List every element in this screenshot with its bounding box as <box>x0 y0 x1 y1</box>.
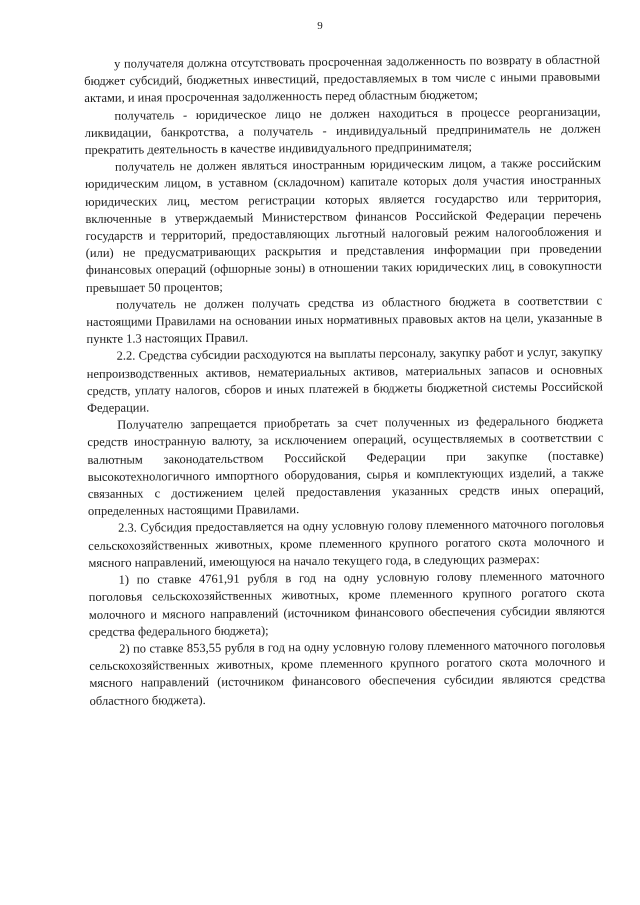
paragraph-no-reorganization: получатель - юридическое лицо не должен находиться в процессе реорганизации, ликвидации, банкротства, а получатель - индивидуальный предприниматель не должен прекратить деятельность в качестве индивидуального предпринимателя; <box>84 104 601 158</box>
paragraph-no-overdue-debt: у получателя должна отсутствовать просроченная задолженность по возврату в областной бюджет субсидий, бюджетных инвестиций, предоставляемых в том числе с иными правовыми актами, и иная просроченная задолженность перед областным бюджетом; <box>84 52 601 106</box>
paragraph-2-2-expenses: 2.2. Средства субсидии расходуются на выплаты персоналу, закупку работ и услуг, закупку непроизводственных активов, нематериальных активов, материальных запасов и основных средств, уплату налогов, сборов и иных платежей в бюджеты бюджетной системы Российской Федерации. <box>86 344 603 416</box>
paragraph-rate-regional: 2) по ставке 853,55 рубля в год на одну условную голову племенного маточного поголовья сельскохозяйственных животных, кроме племенного крупного рогатого скота молочного и мясного направлений (источником финансового обеспечения субсидии являются средства областного бюджета). <box>89 637 606 708</box>
paragraph-currency-prohibition: Получателю запрещается приобретать за счет полученных из федерального бюджета средств иностранную валюту, за исключением операций, осуществляемых в соответствии с валютным законодательством Российской Федерации при закупке (поставке) высокотехнологичного импортного оборудования, сырья и комплектующих изделий, а также связанных с достижением целей предоставления указанных средств иных операций, определенных настоящими Правилами. <box>87 413 604 519</box>
paragraph-no-foreign-entity: получатель не должен являться иностранным юридическим лицом, а также российским юридическим лицом, в уставном (складочном) капитале которых доля участия иностранных юридических лиц, местом регистрации которых является государство или территория, включенные в утверждаемый Министерством финансов Российской Федерации перечень государств и территорий, предоставляющих льготный налоговый режим налогообложения и (или) не предусматривающих раскрытия и представления информации при проведении финансовых операций (офшорные зоны) в отношении таких юридических лиц, в совокупности превышает 50 процентов; <box>85 155 602 295</box>
paragraph-2-3-subsidy: 2.3. Субсидия предоставляется на одну условную голову племенного маточного поголовья сельскохозяйственных животных, кроме племенного крупного рогатого скота молочного и мясного направлений, имеющуюся на начало текущего года, в следующих размерах: <box>88 516 605 570</box>
document-body <box>84 51 606 709</box>
paragraph-rate-federal: 1) по ставке 4761,91 рубля в год на одну условную голову племенного маточного поголовья сельскохозяйственных животных, кроме племенного крупного рогатого скота молочного и мясного направлений (источником финансового обеспечения субсидии являются средства федерального бюджета); <box>88 568 605 639</box>
page-number: 9 <box>317 20 323 32</box>
paragraph-no-other-funding: получатель не должен получать средства из областного бюджета в соответствии с настоящими Правилами на основании иных нормативных правовых актов на цели, указанные в пункте 1.3 настоящих Правил. <box>86 293 603 347</box>
